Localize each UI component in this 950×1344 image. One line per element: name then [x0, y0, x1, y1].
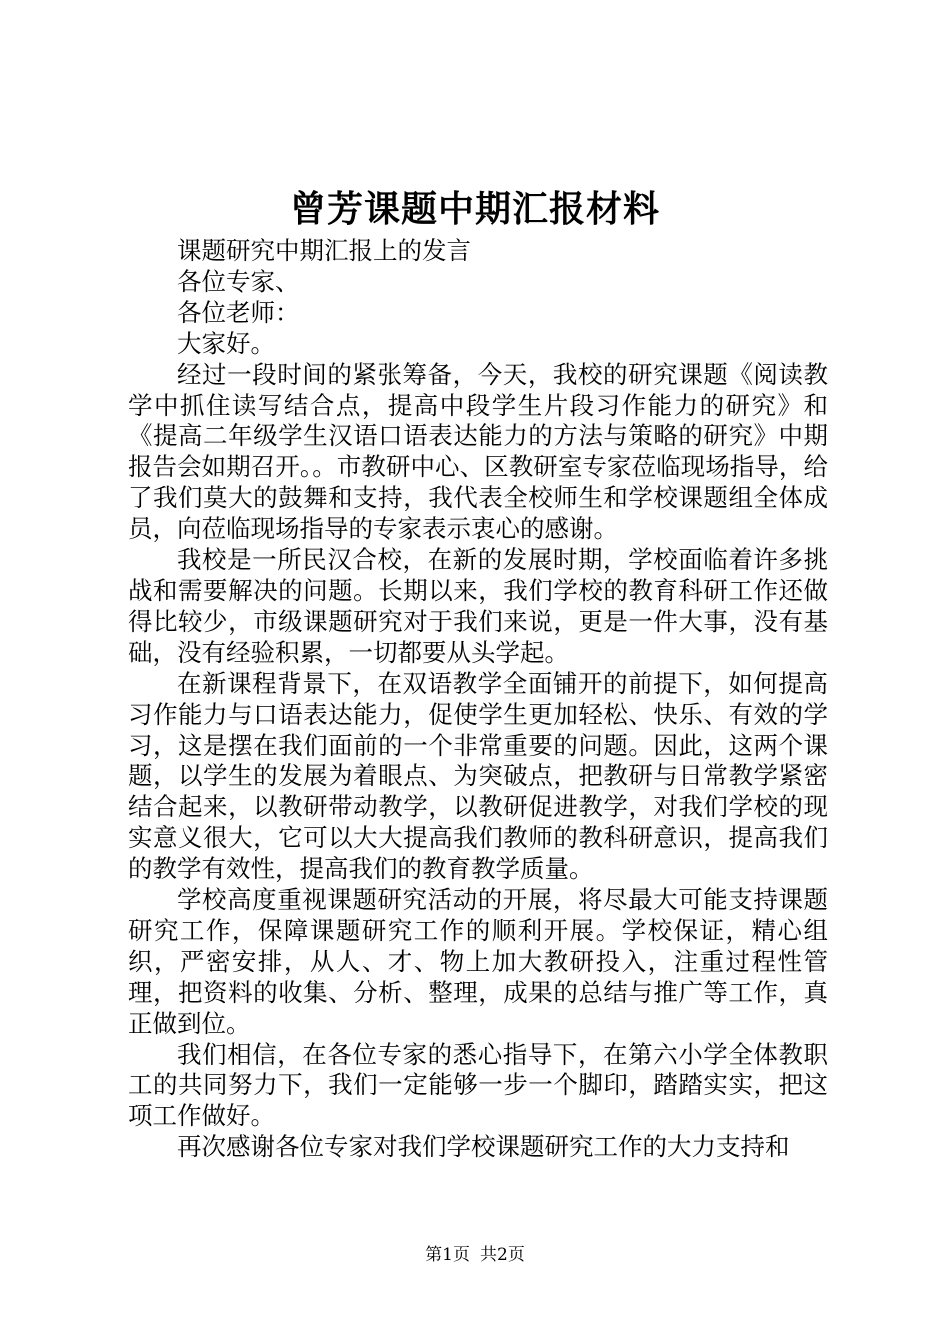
salutation-experts: 各位专家、 — [177, 266, 300, 296]
paragraph-confidence: 我们相信，在各位专家的悉心指导下，在第六小学全体教职工的共同努力下，我们一定能够一步一个脚印，踏踏实实，把这项工作做好。 — [128, 1039, 828, 1131]
paragraph-intro: 经过一段时间的紧张筹备，今天，我校的研究课题《阅读教学中抓住读写结合点，提高中段学生片段习作能力的研究》和《提高二年级学生汉语口语表达能力的方法与策略的研究》中期报告会如期召开。。市教研中心、区教研室专家莅临现场指导，给了我们莫大的鼓舞和支持，我代表全校师生和学校课题组全体成员，向莅临现场指导的专家表示衷心的感谢。 — [128, 359, 828, 544]
paragraph-thanks: 再次感谢各位专家对我们学校课题研究工作的大力支持和 — [177, 1132, 790, 1162]
greeting: 大家好。 — [177, 328, 275, 358]
salutation-teachers: 各位老师： — [177, 297, 300, 327]
document-title: 曾芳课题中期汇报材料 — [289, 188, 660, 230]
page-number: 第1页 — [425, 1245, 470, 1265]
document-body — [128, 236, 828, 1163]
page-total: 共2页 — [480, 1245, 525, 1265]
speech-heading: 课题研究中期汇报上的发言 — [177, 236, 471, 265]
paragraph-support: 学校高度重视课题研究活动的开展，将尽最大可能支持课题研究工作，保障课题研究工作的顺利开展。学校保证，精心组织，严密安排，从人、才、物上加大教研投入，注重过程性管理，把资料的收集、分析、整理，成果的总结与推广等工作，真正做到位。 — [128, 885, 828, 1038]
paragraph-school-background: 我校是一所民汉合校，在新的发展时期，学校面临着许多挑战和需要解决的问题。长期以来，我们学校的教育科研工作还做得比较少，市级课题研究对于我们来说，更是一件大事，没有基础，没有经验积累，一切都要从头学起。 — [128, 545, 828, 667]
page-footer — [0, 1243, 950, 1267]
paragraph-significance: 在新课程背景下，在双语教学全面铺开的前提下，如何提高习作能力与口语表达能力，促使学生更加轻松、快乐、有效的学习，这是摆在我们面前的一个非常重要的问题。因此，这两个课题，以学生的发展为着眼点、为突破点，把教研与日常教学紧密结合起来，以教研带动教学，以教研促进教学，对我们学校的现实意义很大，它可以大大提高我们教师的教科研意识，提高我们的教学有效性，提高我们的教育教学质量。 — [128, 668, 828, 884]
